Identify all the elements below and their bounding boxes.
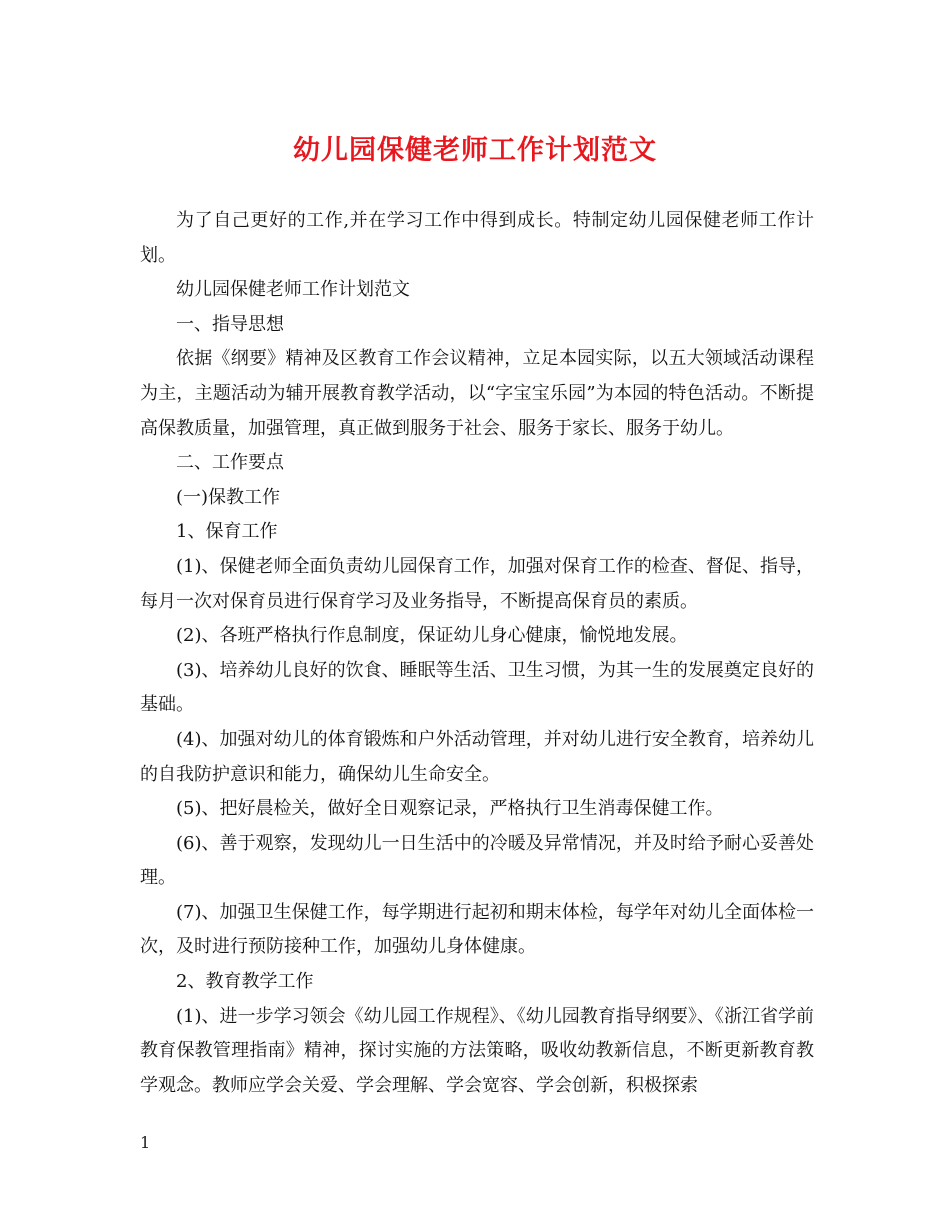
page-number: 1 [140,1133,151,1152]
paragraph: 依据《纲要》精神及区教育工作会议精神，立足本园实际，以五大领域活动课程为主，主题活动为辅开展教育教学活动，以“字宝宝乐园”为本园的特色活动。不断提高保教质量，加强管理，真正做到服务于社会、服务于家长、服务于幼儿。 [140,348,814,439]
paragraph: 幼儿园保健老师工作计划范文 [176,279,410,301]
document-title: 幼儿园保健老师工作计划范文 [293,135,657,166]
paragraph: 为了自己更好的工作,并在学习工作中得到成长。特制定幼儿园保健老师工作计划。 [140,210,814,266]
subsection-heading: 1、保育工作 [176,521,278,543]
paragraph: (6)、善于观察，发现幼儿一日生活中的冷暖及异常情况，并及时给予耐心妥善处理。 [140,832,814,889]
document-body [140,204,814,1103]
paragraph: (3)、培养幼儿良好的饮食、睡眠等生活、卫生习惯，为其一生的发展奠定良好的基础。 [140,659,814,716]
subsection-heading: 2、教育教学工作 [176,971,314,993]
paragraph: (1)、进一步学习领会《幼儿园工作规程》、《幼儿园教育指导纲要》、《浙江省学前教育保教管理指南》精神，探讨实施的方法策略，吸收幼教新信息，不断更新教育教学观念。教师应学会关爱、学会理解、学会宽容、学会创新，积极探索 [140,1005,814,1096]
subsection-heading: (一)保教工作 [176,486,281,508]
section-heading: 一、指导思想 [176,313,284,335]
paragraph: (5)、把好晨检关，做好全日观察记录，严格执行卫生消毒保健工作。 [176,798,724,820]
paragraph: (1)、保健老师全面负责幼儿园保育工作，加强对保育工作的检查、督促、指导，每月一次对保育员进行保育学习及业务指导，不断提高保育员的素质。 [140,555,814,612]
paragraph: (2)、各班严格执行作息制度，保证幼儿身心健康，愉悦地发展。 [176,625,688,647]
section-heading: 二、工作要点 [176,452,284,474]
paragraph: (7)、加强卫生保健工作，每学期进行起初和期末体检，每学年对幼儿全面体检一次，及时进行预防接种工作，加强幼儿身体健康。 [140,901,814,958]
paragraph: (4)、加强对幼儿的体育锻炼和户外活动管理，并对幼儿进行安全教育，培养幼儿的自我防护意识和能力，确保幼儿生命安全。 [140,728,814,785]
